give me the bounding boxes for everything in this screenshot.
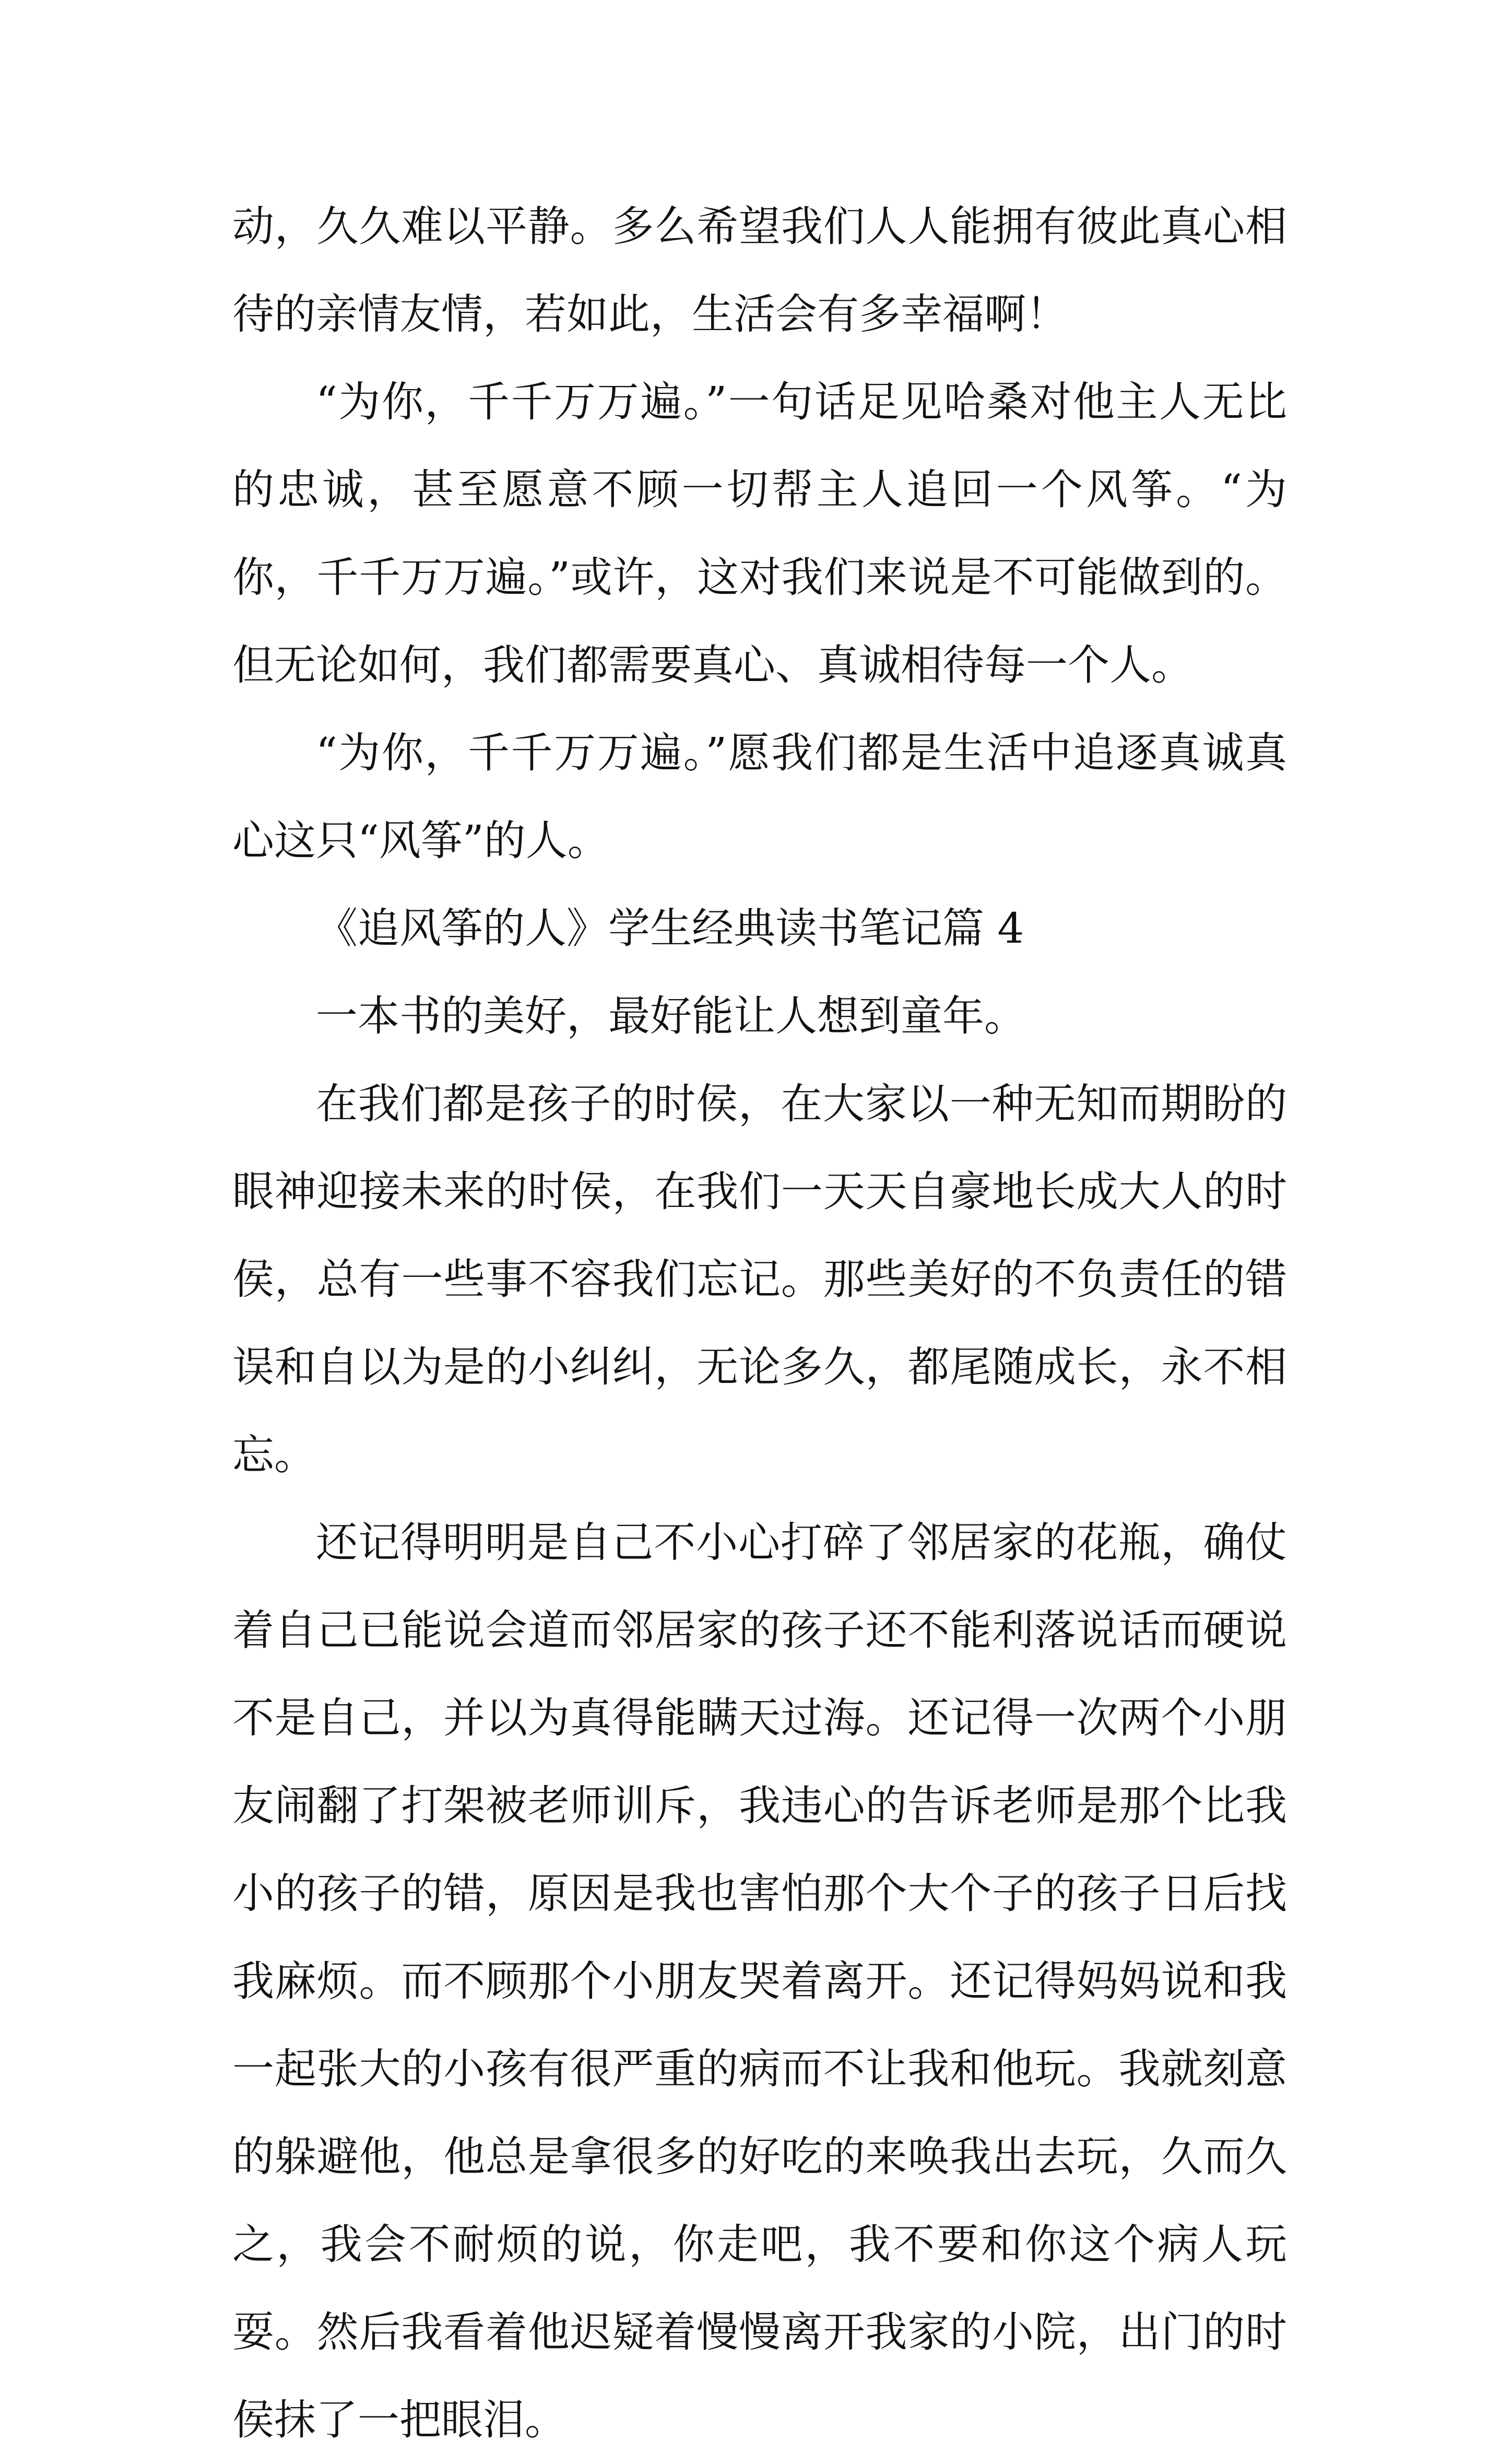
- paragraph: 动，久久难以平静。多么希望我们人人能拥有彼此真心相待的亲情友情，若如此，生活会有多幸福啊！: [232, 202, 1287, 338]
- paragraph: “为你，千千万万遍。”愿我们都是生活中追逐真诚真心这只“风筝”的人。: [232, 729, 1287, 865]
- paragraph: “为你，千千万万遍。”一句话足见哈桑对他主人无比的忠诚，甚至愿意不顾一切帮主人追回一个风筝。“为你，千千万万遍。”或许，这对我们来说是不可能做到的。但无论如何，我们都需要真心、真诚相待每一个人。: [232, 378, 1287, 689]
- paragraph: 在我们都是孩子的时侯，在大家以一种无知而期盼的眼神迎接未来的时侯，在我们一天天自豪地长成大人的时侯，总有一些事不容我们忘记。那些美好的不负责任的错误和自以为是的小纠纠，无论多久，都尾随成长，永不相忘。: [232, 1080, 1287, 1479]
- paragraph: 还记得明明是自己不小心打碎了邻居家的花瓶，确仗着自己已能说会道而邻居家的孩子还不能利落说话而硬说不是自己，并以为真得能瞒天过海。还记得一次两个小朋友闹翻了打架被老师训斥，我违心的告诉老师是那个比我小的孩子的错，原因是我也害怕那个大个子的孩子日后找我麻烦。而不顾那个小朋友哭着离开。还记得妈妈说和我一起张大的小孩有很严重的病而不让我和他玩。我就刻意的躲避他，他总是拿很多的好吃的来唤我出去玩，久而久之，我会不耐烦的说，你走吧，我不要和你这个病人玩耍。然后我看着他迟疑着慢慢离开我家的小院，出门的时侯抹了一把眼泪。: [232, 1518, 1287, 2444]
- body-text: [232, 183, 1287, 2464]
- section-title: 《追风筝的人》学生经典读书笔记篇 4: [316, 904, 1024, 953]
- paragraph: 一本书的美好，最好能让人想到童年。: [316, 992, 1026, 1040]
